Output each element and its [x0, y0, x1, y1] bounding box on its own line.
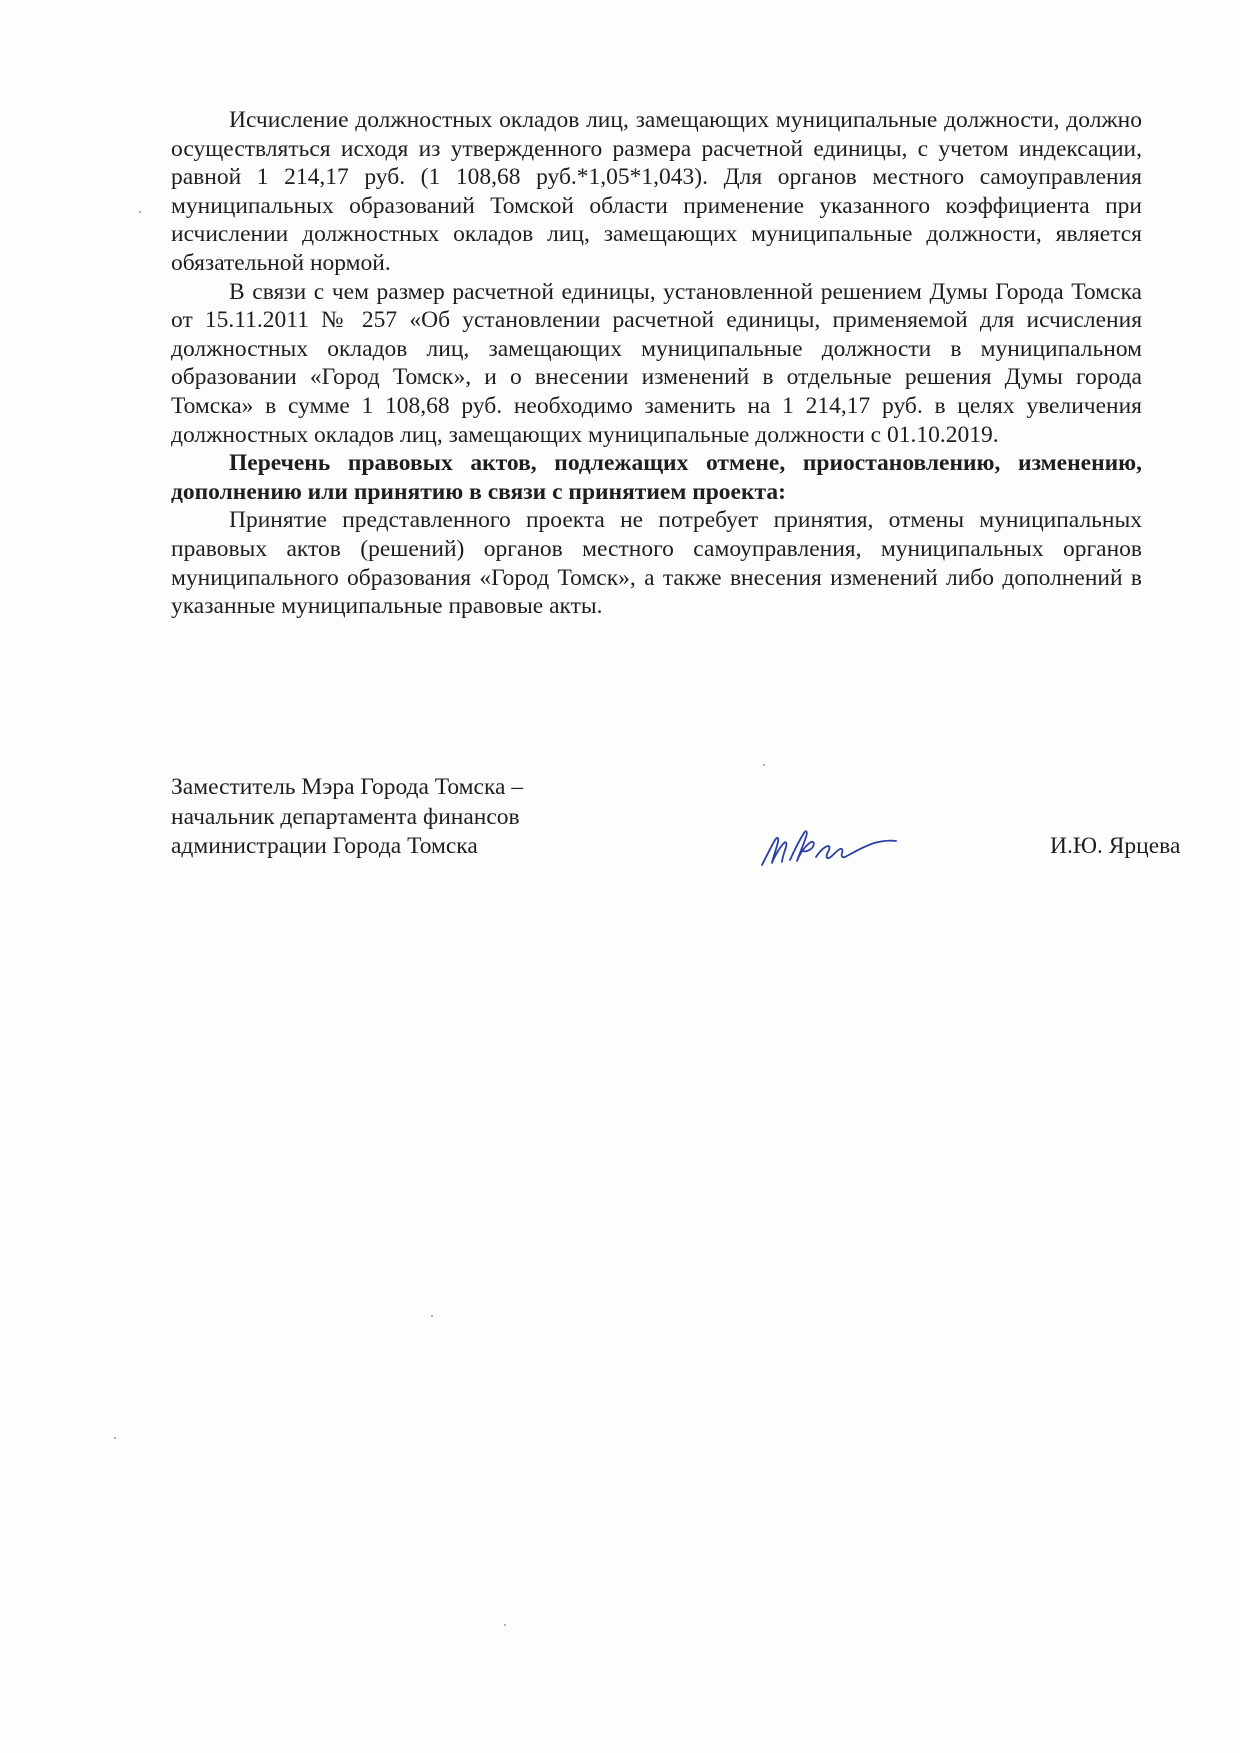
scan-speck	[763, 764, 765, 766]
scan-speck	[114, 1437, 116, 1439]
position-line-1: Заместитель Мэра Города Томска –	[171, 774, 524, 800]
scan-speck	[504, 1624, 506, 1626]
handwritten-signature	[756, 813, 916, 873]
section-heading: Перечень правовых актов, подлежащих отмене, приостановлению, изменению, дополнению или принятию в связи с принятием проекта:	[171, 450, 1142, 505]
paragraph-replacement: В связи с чем размер расчетной единицы, установленной решением Думы Города Томска от 15.11.2011 № 257 «Об установлении расчетной единицы, применяемой для исчисления должностных окладов лиц, замещающих муниципальные должности в муниципальном образовании «Город Томск», и о внесении изменений в отдельные решения Думы города Томска» в сумме 1 108,68 руб. необходимо заменить на 1 214,17 руб. в целях увеличения должностных окладов лиц, замещающих муниципальные должности с 01.10.2019.	[171, 278, 1142, 448]
scan-speck	[139, 211, 141, 213]
position-line-2: начальник департамента финансов	[171, 803, 520, 830]
paragraph-indexation: Исчисление должностных окладов лиц, замещающих муниципальные должности, должно осуществляться исходя из утвержденного размера расчетной единицы, с учетом индексации, равной 1 214,17 руб. (1 108,68 руб.*1,05*1,043). Для органов местного самоуправления муниципальных образований Томской области применение указанного коэффициента при исчислении должностных окладов лиц, замещающих муниципальные должности, является обязательной нормой.	[171, 107, 1142, 276]
signer-name: И.Ю. Ярцева	[1050, 833, 1181, 859]
document-body	[171, 106, 1142, 621]
paragraph-legal-acts: Принятие представленного проекта не потребует принятия, отмены муниципальных правовых актов (решений) органов местного самоуправления, муниципальных органов муниципального образования «Город Томск», а также внесения изменений либо дополнений в указанные муниципальные правовые акты.	[171, 507, 1142, 620]
position-line-3: администрации Города Томска	[171, 833, 478, 859]
scan-speck	[431, 1315, 433, 1317]
signatory-position	[171, 773, 611, 862]
